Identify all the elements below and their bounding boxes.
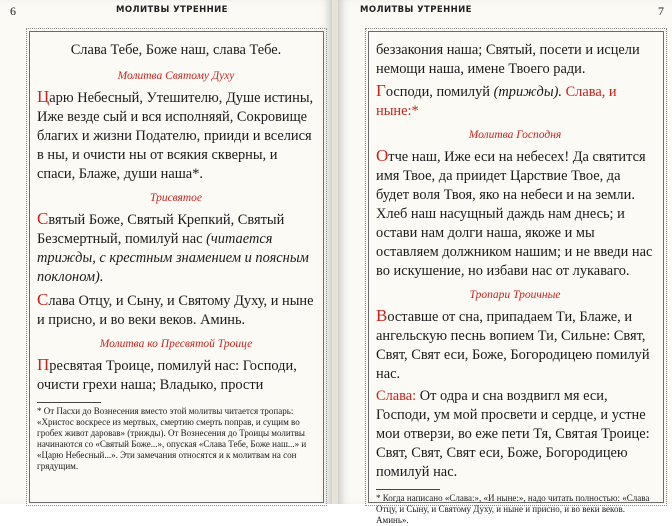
- drop-initial: Г: [376, 81, 386, 100]
- troparion-slava: Слава: От одра и сна воздвигл мя еси, Господи, ум мой просвети и сердце, и устне мои отверзи, во еже пети Тя, Святая Троице: Свят, Свят, Свят еси, Боже, Богородицею помилуй нас.: [376, 388, 650, 480]
- slava-label: Слава:: [376, 388, 417, 404]
- prayer-holy-spirit: Царю Небесный, Утешителю, Душе истины, Иже везде сый и вся исполняяй, Сокровище благих и жизни Подателю, прииди и вселися в ны, и очисти ны от всякия скверны, и спаси, Блаже, души наша*.: [37, 87, 314, 182]
- prayer-lord-have-mercy: Господи, помилуй (трижды). Слава, и ныне:*: [376, 81, 617, 119]
- prayer-title-troparia: Тропари Троичные: [469, 289, 561, 301]
- prayer-title-holy-spirit: Молитва Святому Духу: [117, 70, 235, 82]
- slava-rubric: Слава, и ныне:*: [376, 84, 617, 119]
- rubric-instruction: (читается трижды, с крестным знамением и поясным поклоном).: [37, 231, 309, 285]
- left-page-content: [37, 41, 315, 501]
- drop-initial: Ц: [37, 87, 50, 106]
- drop-initial: С: [37, 209, 49, 228]
- footnote-rule: [37, 402, 101, 403]
- opening-line: Слава Тебе, Боже наш, слава Тебе.: [70, 42, 282, 58]
- prayer-glory: Слава Отцу, и Сыну, и Святому Духу, и ныне и присно, и во веки веков. Аминь.: [37, 290, 314, 328]
- drop-initial: С: [37, 290, 49, 309]
- rubric-instruction: (трижды).: [493, 84, 562, 100]
- running-head-left: МОЛИТВЫ УТРЕННИЕ: [116, 5, 228, 15]
- left-page: [0, 0, 332, 504]
- footnote-right: * Когда написано «Слава:», «И ныне:», надо читать полностью: «Слава Отцу, и Сыну, и Святому Духу, и ныне и присно, и во веки веков. Аминь».: [376, 493, 650, 525]
- continuation-text: беззакония наша; Святый, посети и исцели немощи наша, имене Твоего ради.: [376, 42, 640, 77]
- footnote-left: * От Пасхи до Вознесения вместо этой молитвы читается тропарь: «Христос воскресе из мертвых, смертию смерть поправ, и сущим во гробех живот даровав» (трижды). От Вознесения до Троицы молитвы начинаются со «Святый Боже...», опуская «Слава Тебе, Боже наш...» и «Царю Небесный...». Эти замечания относятся и к молитвам на сон грядущим.: [37, 406, 307, 471]
- page-number-left: 6: [10, 4, 16, 18]
- page-number-right: 7: [658, 4, 664, 18]
- right-page: [338, 0, 672, 525]
- drop-initial: В: [376, 306, 388, 325]
- running-head-right: МОЛИТВЫ УТРЕННИЕ: [360, 5, 472, 15]
- prayer-trisagion: Святый Боже, Святый Крепкий, Святый Безсмертный, помилуй нас (читается трижды, с крестным знамением и поясным поклоном).: [37, 209, 309, 285]
- prayer-title-trisagion: Трисвятое: [149, 192, 203, 204]
- prayer-holy-trinity: Пресвятая Троице, помилуй нас: Господи, очисти грехи наша; Владыко, прости: [37, 355, 297, 393]
- prayer-lords-prayer: Отче наш, Иже еси на небесех! Да святится имя Твое, да приидет Царствие Твое, да будет воля Твоя, яко на небеси и на земли. Хлеб наш насущный даждь нам днесь; и остави нам долги наша, якоже и мы оставляем должником нашим; и не введи нас во искушение, но избави нас от лукаваго.: [376, 146, 653, 279]
- right-page-content: [376, 41, 654, 525]
- drop-initial: О: [376, 146, 389, 165]
- footnote-rule: [376, 489, 440, 490]
- drop-initial: П: [37, 355, 50, 374]
- prayer-title-lords-prayer: Молитва Господня: [468, 129, 562, 141]
- prayer-title-holy-trinity: Молитва ко Пресвятой Троице: [99, 338, 253, 350]
- troparion-1: Воставше от сна, припадаем Ти, Блаже, и ангельскую песнь вопием Ти, Сильне: Свят, Свят, Свят еси, Боже, Богородицею помилуй нас.: [376, 306, 650, 382]
